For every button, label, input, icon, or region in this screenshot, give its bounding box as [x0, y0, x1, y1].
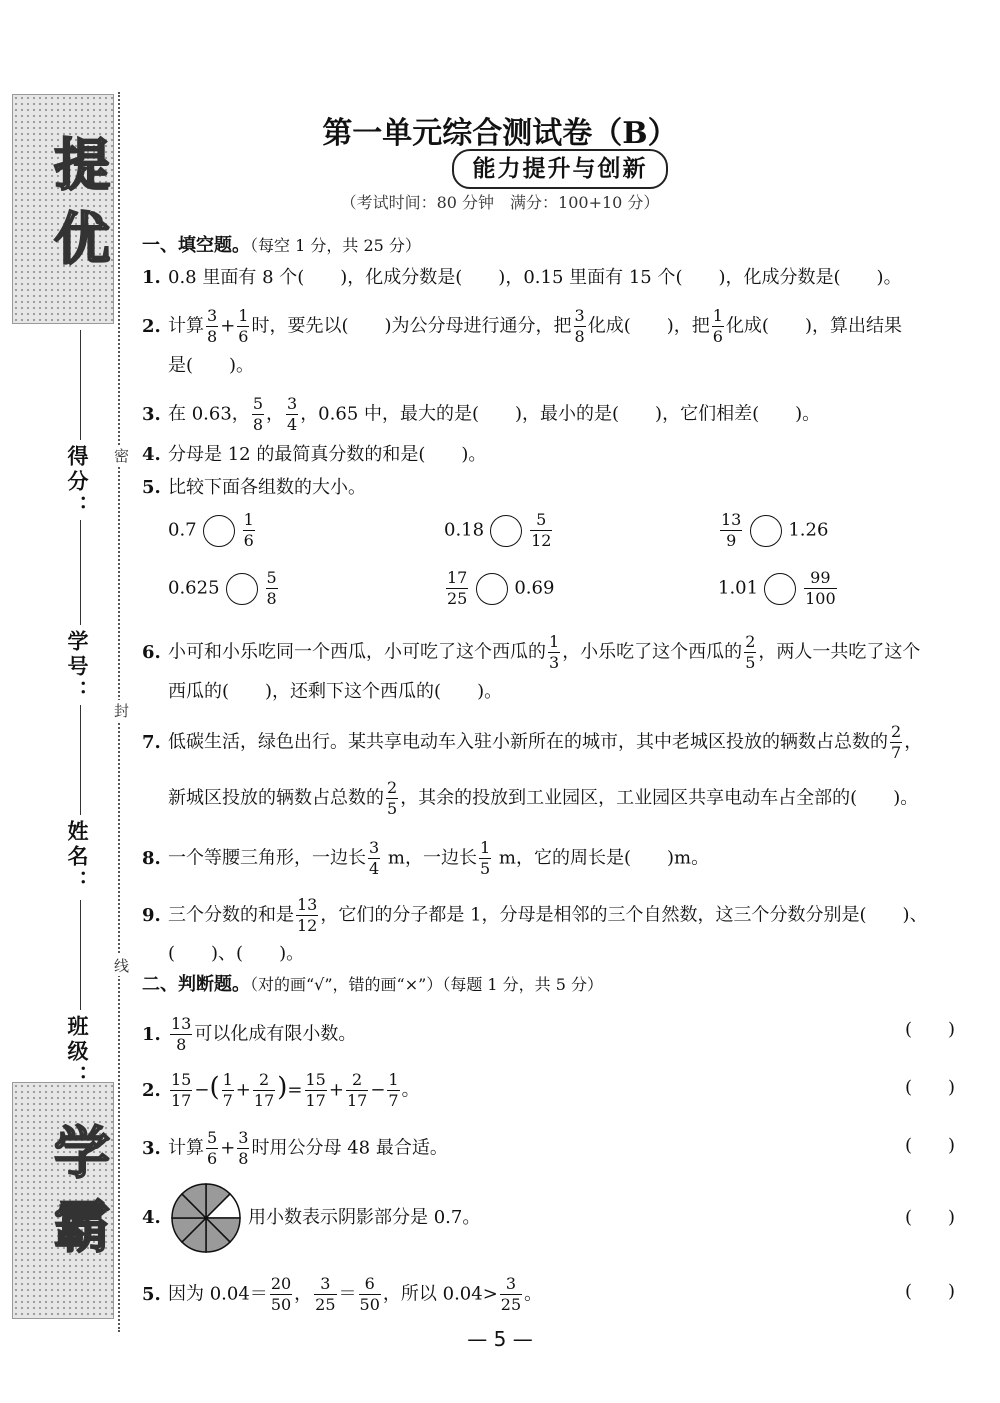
- q3-frac-1: $\frac{5}{8}$: [252, 394, 263, 434]
- q3-num: 3.: [142, 403, 161, 425]
- judge-3: 3. 计算 $\frac{5}{6}$ + $\frac{3}{8}$ 时用公分母 48 最合适。 ( ): [142, 1128, 956, 1168]
- q2-text-a: 计算: [168, 315, 204, 337]
- judge-4: 4. 用小数表示阴影部分是 0.7。 ( ): [142, 1182, 972, 1256]
- q2-frac-2: $\frac{1}{6}$: [238, 306, 249, 346]
- answer-paren[interactable]: ( ): [905, 1135, 956, 1156]
- q2-line2: 是( )。: [168, 355, 255, 376]
- section2-score: （对的画“√”，错的画“×”）（每题 1 分，共 5 分）: [250, 975, 604, 994]
- compare-6: 1.01 $\frac{99}{100}$: [718, 568, 836, 608]
- q1-num: 1.: [142, 267, 161, 288]
- q2-text-d: 化成( )，算出结果: [725, 315, 902, 337]
- name-label: 姓名：: [65, 820, 89, 895]
- q6-num: 6.: [142, 641, 161, 663]
- page-number: — 5 —: [467, 1327, 533, 1351]
- compare-5: $\frac{17}{25}$ 0.69: [447, 568, 555, 608]
- compare-circle[interactable]: [764, 573, 796, 605]
- question-3: 3. 在 0.63， $\frac{5}{8}$ ， $\frac{3}{4}$ ，0.65 中，最大的是( )，最小的是( )，它们相差( )。: [142, 394, 821, 434]
- question-6-line2: 西瓜的( )，还剩下这个西瓜的( )。: [168, 681, 503, 702]
- answer-paren[interactable]: ( ): [905, 1077, 956, 1098]
- sidebar-bottom-banner: [12, 1082, 114, 1319]
- page-subtitle: 能力提升与创新: [452, 149, 668, 189]
- answer-paren[interactable]: ( ): [905, 1019, 956, 1040]
- q2-frac-4: $\frac{1}{6}$: [712, 306, 723, 346]
- q7-num: 7.: [142, 731, 161, 753]
- question-7-line2: 新城区投放的辆数占总数的 $\frac{2}{5}$ ，其余的投放到工业园区，工业园区共享电动车占全部的( )。: [168, 778, 919, 818]
- question-1: [142, 264, 902, 292]
- q5-num: 5.: [142, 477, 161, 498]
- question-2: 2. 计算 $\frac{3}{8}$ + $\frac{1}{6}$ 时，要先以( )为公分母进行通分，把 $\frac{3}{8}$ 化成( )，把 $\frac{1}{6}$ 化成( )，算出结果: [142, 306, 902, 346]
- name-line: [80, 705, 81, 815]
- sidebar-top-label: 提优: [45, 135, 110, 283]
- compare-circle[interactable]: [476, 573, 508, 605]
- q3-frac-2: $\frac{3}{4}$: [287, 394, 298, 434]
- question-6: 6. 小可和小乐吃同一个西瓜，小可吃了这个西瓜的 $\frac{1}{3}$ ，小乐吃了这个西瓜的 $\frac{2}{5}$ ，两人一共吃了这个: [142, 632, 921, 672]
- section2-heading: [142, 971, 603, 999]
- compare-1: 0.7 $\frac{1}{6}$: [168, 510, 254, 550]
- section1-title: 一、填空题。: [142, 235, 250, 256]
- question-4: [142, 441, 486, 469]
- q1-text: 0.8 里面有 8 个( )，化成分数是( )，0.15 里面有 15 个( )，化成分数是( )。: [168, 267, 902, 288]
- answer-paren[interactable]: ( ): [905, 1281, 956, 1302]
- question-9-line2: ( )、( )。: [168, 943, 305, 964]
- q2-num: 2.: [142, 315, 161, 337]
- section1-score: （每空 1 分，共 25 分）: [250, 236, 421, 255]
- q3-text-b: ，0.65 中，最大的是( )，最小的是( )，它们相差( )。: [300, 403, 821, 425]
- answer-paren[interactable]: ( ): [905, 1207, 956, 1228]
- q2-frac-3: $\frac{3}{8}$: [574, 306, 585, 346]
- q2-text-b: 时，要先以( )为公分母进行通分，把: [251, 315, 572, 337]
- compare-3: $\frac{13}{9}$ 1.26: [721, 510, 829, 550]
- sidebar-bottom-label: 学霸: [45, 1123, 110, 1271]
- score-line: [80, 330, 81, 440]
- question-8: 8. 一个等腰三角形，一边长 $\frac{3}{4}$ m，一边长 $\frac{1}{5}$ m，它的周长是( )m。: [142, 838, 710, 878]
- judge-5: 5. 因为 0.04＝ $\frac{20}{50}$ ， $\frac{3}{25}$ ＝ $\frac{6}{50}$ ，所以 0.04> $\frac{3}{25}$ 。 ( ): [142, 1274, 956, 1314]
- q4-num: 4.: [142, 444, 161, 465]
- compare-circle[interactable]: [226, 573, 258, 605]
- seal-char-mi: 密: [114, 447, 130, 465]
- judge-2: 2. $\frac{15}{17}$ −( $\frac{1}{7}$ + $\frac{2}{17}$ )= $\frac{15}{17}$ + $\frac{2}{17}$ − $\frac{1}{7}$ 。 ( ): [142, 1070, 956, 1110]
- exam-note: （考试时间：80 分钟 满分：100+10 分）: [340, 193, 660, 212]
- question-9: 9. 三个分数的和是 $\frac{13}{12}$ ，它们的分子都是 1，分母是相邻的三个自然数，这三个分数分别是( )、: [142, 895, 928, 935]
- q8-num: 8.: [142, 847, 161, 869]
- student-id-label: 学号：: [65, 630, 89, 705]
- seal-char-feng: 封: [114, 702, 130, 720]
- section1-heading: [142, 232, 421, 260]
- section2-title: 二、判断题。: [142, 974, 250, 995]
- seal-char-xian: 线: [114, 957, 130, 975]
- question-2-line2: [168, 352, 254, 380]
- compare-circle[interactable]: [490, 515, 522, 547]
- judge-1: 1. $\frac{13}{8}$ 可以化成有限小数。 ( ): [142, 1014, 956, 1054]
- question-5: [142, 474, 366, 502]
- page-title: 第一单元综合测试卷（B）: [322, 116, 678, 151]
- compare-circle[interactable]: [750, 515, 782, 547]
- compare-circle[interactable]: [203, 515, 235, 547]
- class-line: [80, 900, 81, 1010]
- compare-2: 0.18 $\frac{5}{12}$: [444, 510, 552, 550]
- compare-4: 0.625 $\frac{5}{8}$: [168, 568, 277, 608]
- student-id-line: [80, 520, 81, 625]
- q3-text-a: 在 0.63，: [168, 403, 250, 425]
- question-7: 7. 低碳生活，绿色出行。某共享电动车入驻小新所在的城市，其中老城区投放的辆数占总数的 $\frac{2}{7}$ ，: [142, 722, 923, 762]
- q4-text: 分母是 12 的最简真分数的和是( )。: [168, 444, 487, 465]
- q9-num: 9.: [142, 904, 161, 926]
- score-label: 得分：: [65, 445, 89, 520]
- q2-text-c: 化成( )，把: [587, 315, 710, 337]
- pie-diagram: [170, 1182, 242, 1254]
- q5-text: 比较下面各组数的大小。: [168, 477, 366, 498]
- class-label: 班级：: [65, 1015, 89, 1090]
- q2-frac-1: $\frac{3}{8}$: [207, 306, 218, 346]
